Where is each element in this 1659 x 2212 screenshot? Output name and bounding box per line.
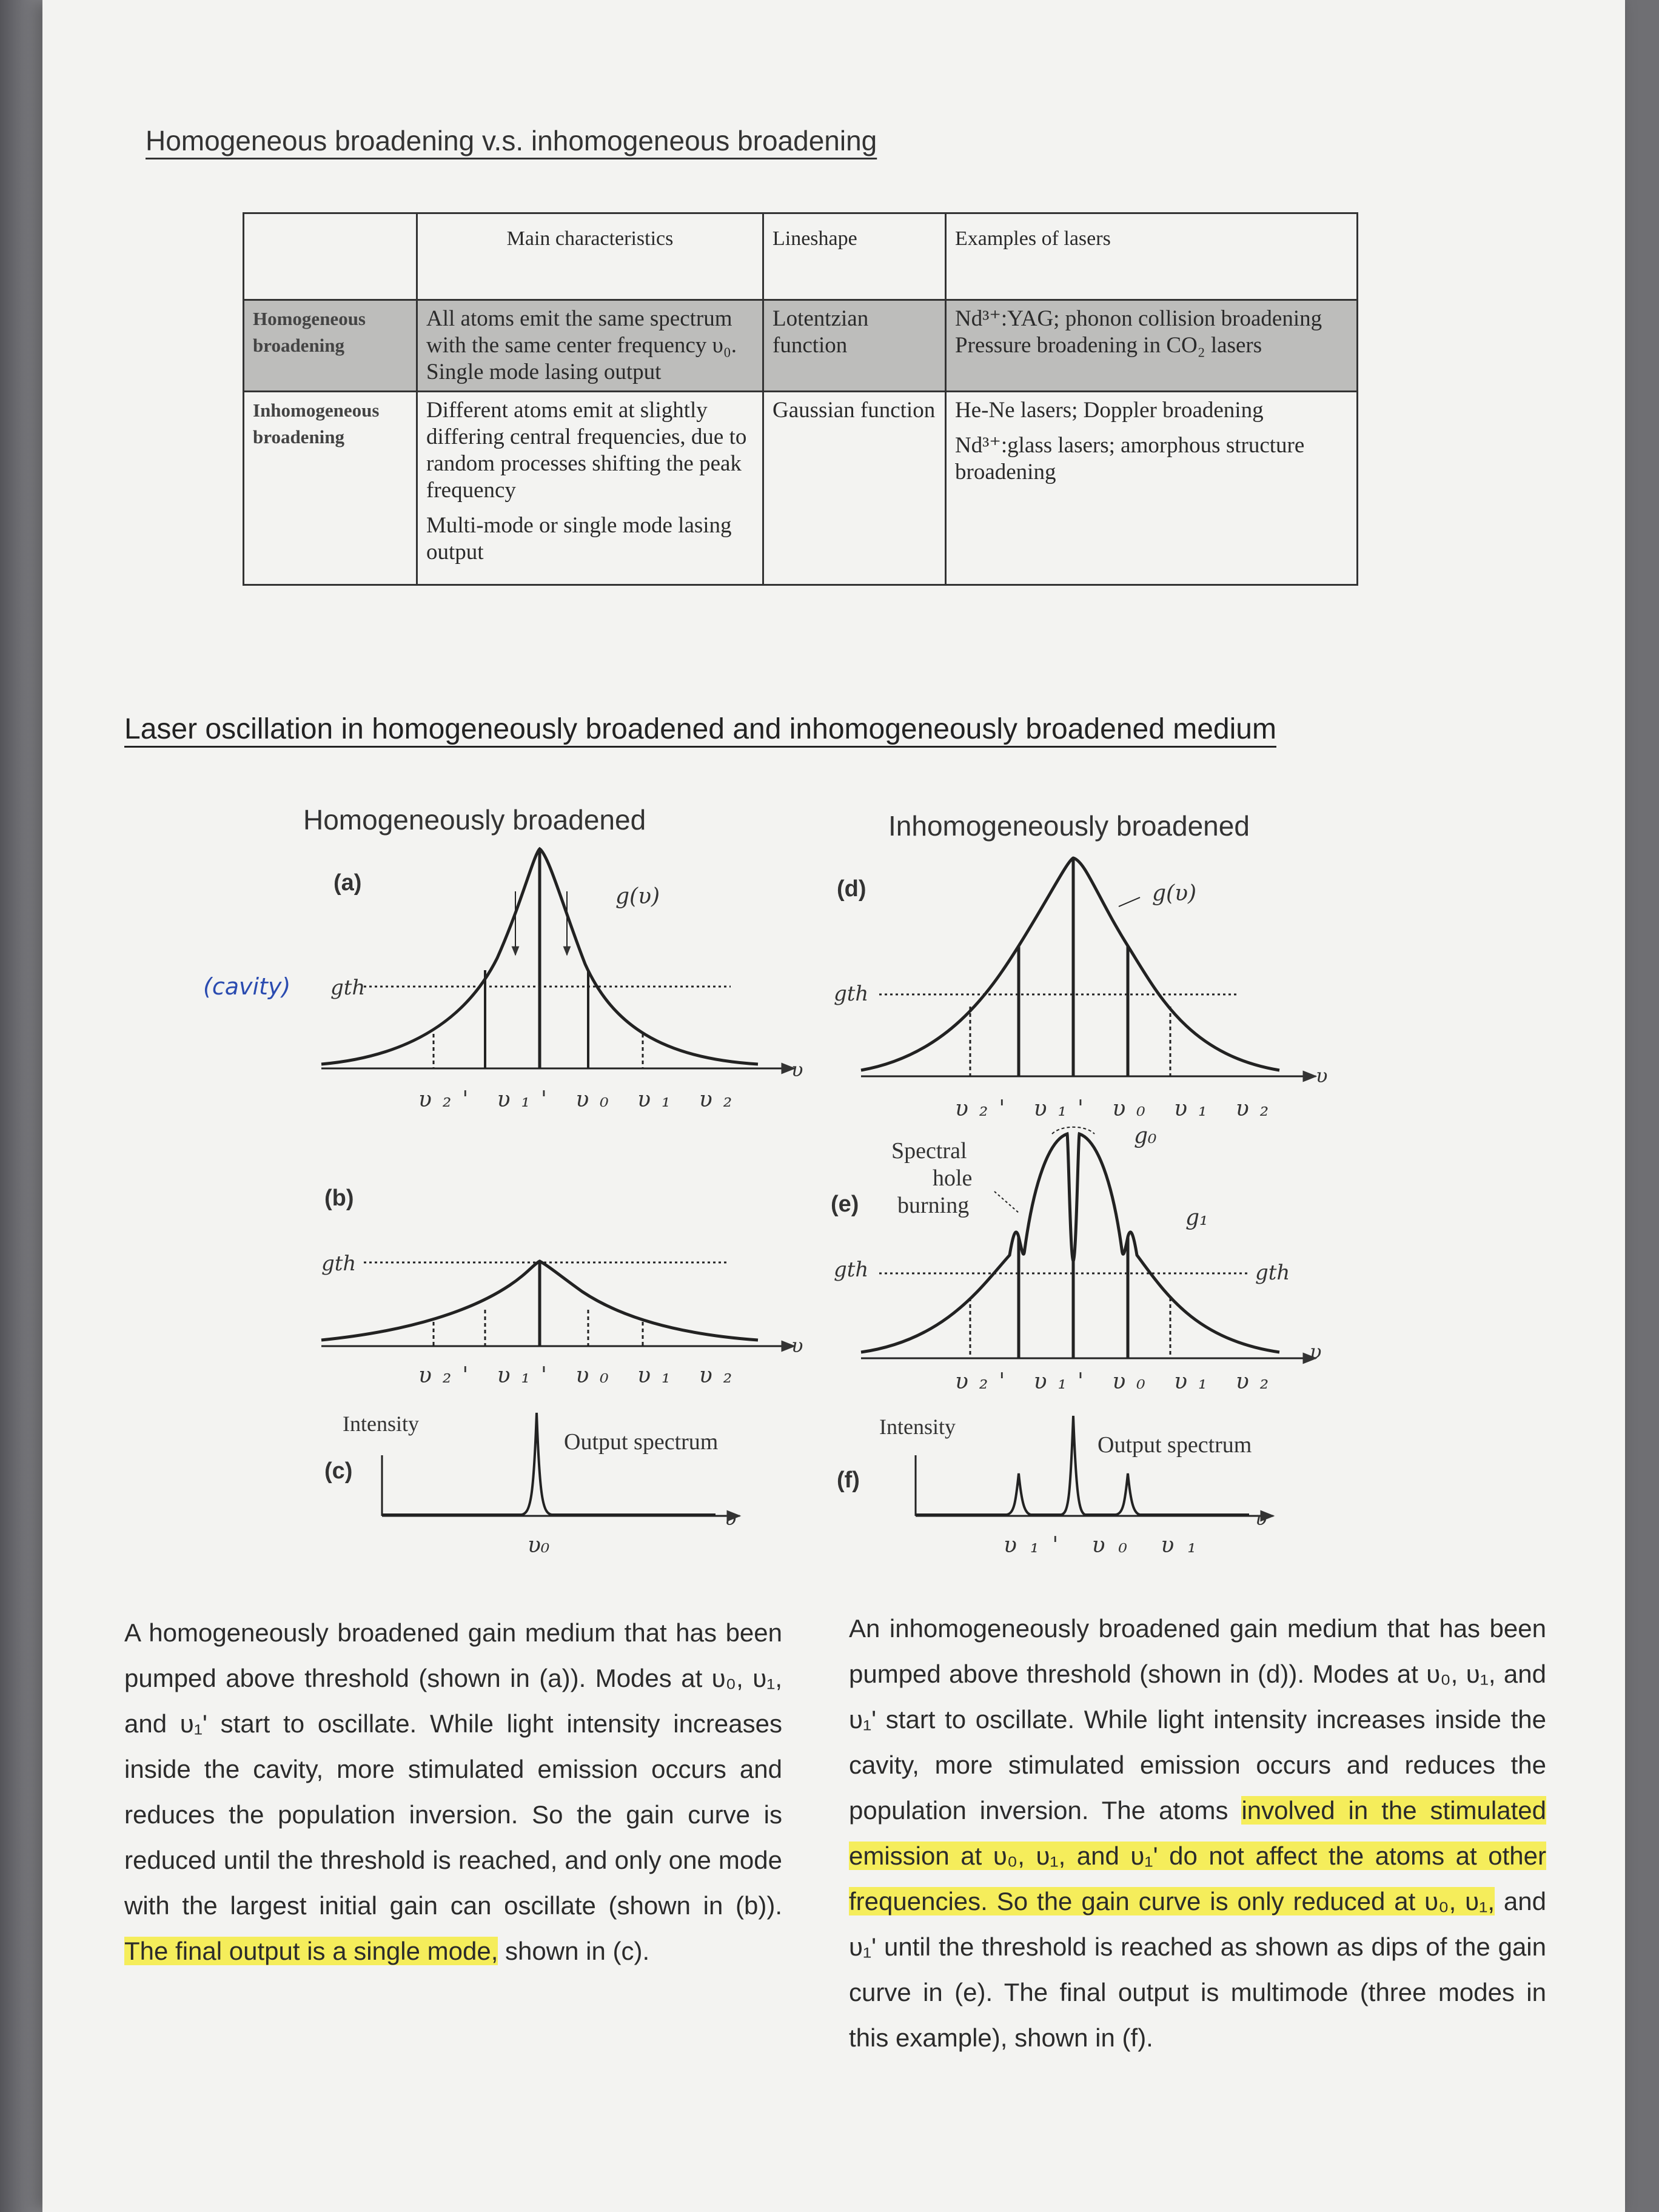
panel-label-f: (f) <box>837 1467 860 1493</box>
panel-label-c: (c) <box>324 1458 353 1484</box>
panel-label-e: (e) <box>831 1191 859 1217</box>
g1-label-e: g₁ <box>1185 1205 1208 1230</box>
heading-inhomogeneous: Inhomogeneously broadened <box>888 810 1250 842</box>
paragraph-text: shown in (c). <box>498 1937 650 1965</box>
hole-leader-e <box>994 1191 1019 1213</box>
output-peak-c <box>382 1413 719 1515</box>
panel-label-a: (a) <box>333 870 362 896</box>
cell-text: Different atoms emit at slightly differing central frequencies, due to random processes shifting the peak frequency <box>426 398 747 503</box>
heading-homogeneous: Homogeneously broadened <box>303 804 646 836</box>
cell-text: He-Ne lasers; Doppler broadening <box>955 398 1264 423</box>
cell-text: Nd³⁺:glass lasers; amorphous structure broadening <box>955 433 1305 484</box>
section-title-2: Laser oscillation in homogeneously broadened and inhomogeneously broadened medium <box>124 713 1276 745</box>
burning-label-e: burning <box>897 1193 970 1218</box>
freq-labels-b: υ₂' υ₁' υ₀ υ₁ υ₂ <box>418 1363 743 1388</box>
paragraph-inhomogeneous <box>849 1606 1546 2060</box>
panel-d-diagram <box>861 858 1316 1076</box>
freq-labels-a: υ₂' υ₁' υ₀ υ₁ υ₂ <box>418 1087 743 1112</box>
highlighted-text: The final output is a single mode, <box>124 1937 498 1965</box>
cell-text: Nd³⁺:YAG; phonon collision broadening <box>955 306 1322 331</box>
paragraph-text: A homogeneously broadened gain medium that has been pumped above threshold (shown in (a)). Modes at υ₀, υ₁, and υ₁' start to oscillate. While light intensity increases inside the cavity, more stimulated emission occurs and reduces the population inversion. So the gain curve is reduced until the threshold is reached, and only one mode with the largest initial gain can oscillate (shown in (b)). <box>124 1618 782 1920</box>
label-leader-d <box>1119 897 1140 907</box>
panel-f-diagram <box>916 1416 1273 1516</box>
nu-axis-label-f: υ <box>1255 1507 1267 1530</box>
original-peak-e <box>1052 1127 1094 1134</box>
cell-inhomogeneous-lineshape: Gaussian function <box>763 392 946 585</box>
cell-text: Multi-mode or single mode lasing output <box>426 513 732 565</box>
table-header-examples: Examples of lasers <box>946 213 1358 300</box>
panel-label-b: (b) <box>324 1185 354 1211</box>
gth-label-e-right: gth <box>1255 1261 1290 1285</box>
spectral-label-e: Spectral <box>891 1138 967 1164</box>
nu-axis-label-e: υ <box>1310 1340 1322 1363</box>
paragraph-homogeneous <box>124 1610 782 1974</box>
panel-a-diagram <box>321 849 794 1068</box>
row-label-line2: broadening <box>253 426 345 447</box>
g-nu-label-a: g(υ) <box>615 884 660 909</box>
nu-axis-label-c: υ <box>725 1507 737 1530</box>
output-peaks-f <box>916 1416 1249 1515</box>
gth-label-e-left: gth <box>834 1258 869 1282</box>
row-label-line1: Inhomogeneous <box>253 400 380 421</box>
intensity-label-f: Intensity <box>879 1415 956 1439</box>
output-spectrum-label-f: Output spectrum <box>1098 1432 1252 1458</box>
panel-b-diagram <box>321 1261 794 1346</box>
table-header-lineshape: Lineshape <box>763 213 946 300</box>
nu-axis-label-a: υ <box>791 1058 803 1081</box>
gth-label-b: gth <box>321 1252 357 1276</box>
cell-text: Single mode lasing output <box>426 360 662 384</box>
nu0-label-c: υ₀ <box>528 1533 550 1558</box>
row-label-line2: broadening <box>253 335 345 356</box>
gth-label-d: gth <box>834 982 869 1006</box>
gain-curve-e <box>861 1134 1279 1352</box>
hole-label-e: hole <box>933 1165 973 1191</box>
gain-curve-d <box>861 858 1279 1070</box>
handwritten-note: (cavity) <box>203 973 291 1000</box>
gth-label-a: gth <box>330 976 366 1000</box>
table-header-main: Main characteristics <box>417 213 763 300</box>
g-nu-label-d: g(υ) <box>1152 881 1197 906</box>
intensity-label-c: Intensity <box>343 1412 419 1436</box>
freq-labels-d: υ₂' υ₁' υ₀ υ₁ υ₂ <box>955 1096 1280 1121</box>
highlighted-text: involved in the stimulated emission at υ₀, υ₁, and υ₁' do not affect the atoms at other frequencies. So the gain curve is only reduced at υ₀, υ₁, <box>849 1796 1546 1915</box>
cell-homogeneous-lineshape: Lotentzian function <box>763 300 946 392</box>
nu-axis-label-d: υ <box>1316 1064 1328 1087</box>
cell-text: All atoms emit the same spectrum with the same center frequency υ₀. <box>426 306 737 358</box>
paragraph-text: and υ₁' until the threshold is reached as shown as dips of the gain curve in (e). The final output is multimode (three modes in this example), shown in (f). <box>849 1887 1546 2052</box>
freq-labels-f: υ₁' υ₀ υ₁ <box>1004 1533 1210 1558</box>
nu-axis-label-b: υ <box>791 1334 803 1357</box>
panel-label-d: (d) <box>837 876 866 902</box>
paragraph-text: An inhomogeneously broadened gain medium that has been pumped above threshold (shown in (d)). Modes at υ₀, υ₁, and υ₁' start to oscillate. While light intensity increases inside the cavity, more stimulated emission occurs and reduces the population inversion. The atoms <box>849 1614 1546 1825</box>
g0-label-e: g₀ <box>1134 1124 1157 1148</box>
freq-labels-e: υ₂' υ₁' υ₀ υ₁ υ₂ <box>955 1369 1280 1394</box>
output-spectrum-label-c: Output spectrum <box>564 1429 719 1455</box>
row-label-line1: Homogeneous <box>253 308 366 329</box>
panel-c-diagram <box>382 1413 740 1516</box>
cell-text: Pressure broadening in CO₂ lasers <box>955 333 1262 358</box>
section-title-1: Homogeneous broadening v.s. inhomogeneous broadening <box>146 125 877 156</box>
